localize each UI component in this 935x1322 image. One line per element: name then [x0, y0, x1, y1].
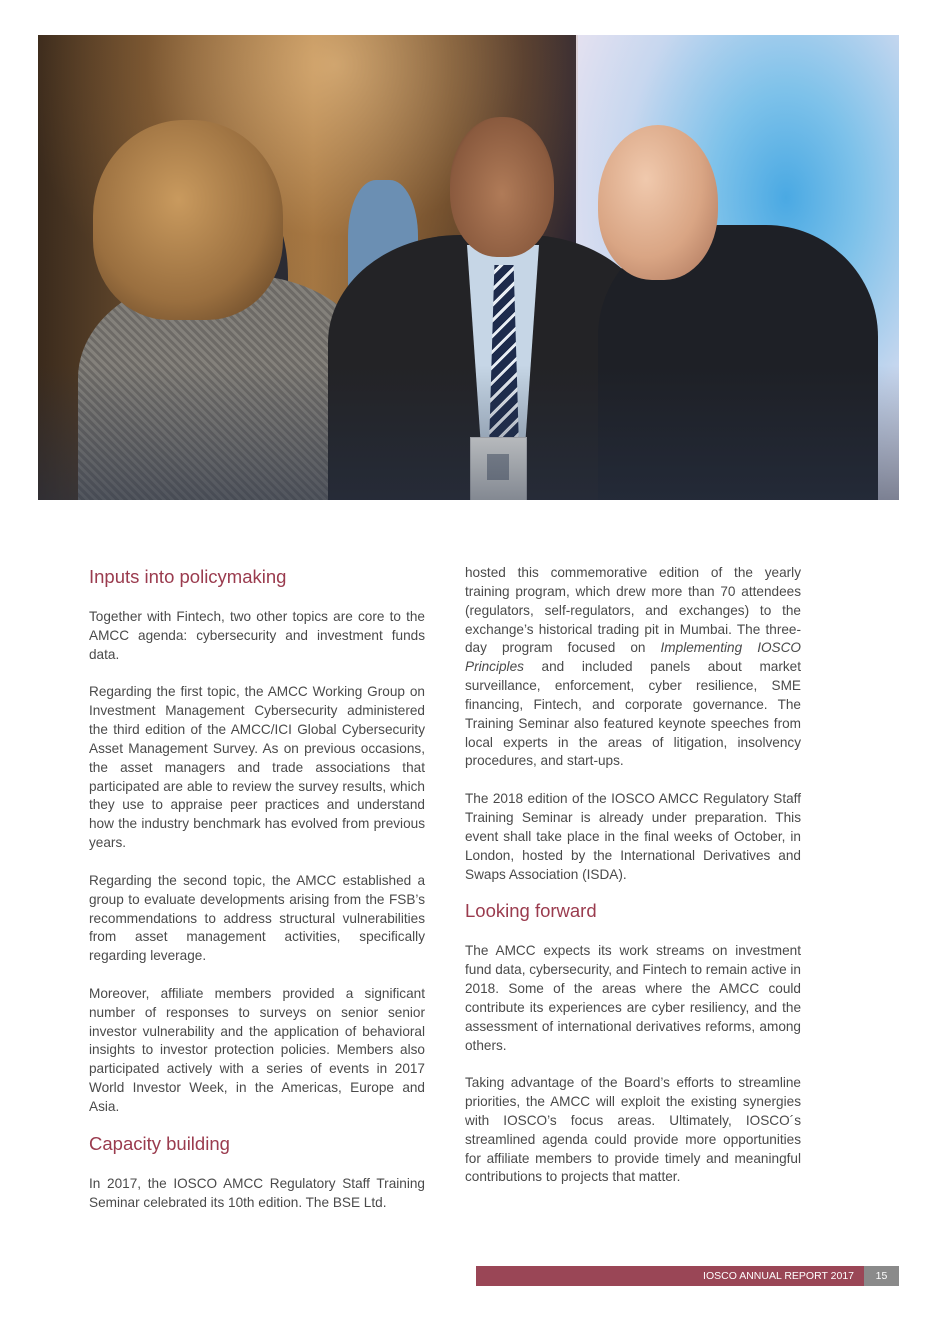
paragraph: In 2017, the IOSCO AMCC Regulatory Staff Training Seminar celebrated its 10th edition. The BSE Ltd. — [89, 1175, 425, 1210]
paragraph: The AMCC expects its work streams on investment fund data, cybersecurity, and Fintech to remain active in 2018. Some of the areas where the AMCC could contribute its experiences are cyber resiliency, and the assessment of international derivatives reforms, among others. — [465, 943, 801, 1053]
paragraph: The 2018 edition of the IOSCO AMCC Regulatory Staff Training Seminar is already under preparation. This event shall take place in the final weeks of October, in London, hosted by the International Derivatives and Swaps Association (ISDA). — [465, 791, 801, 882]
paragraph — [465, 564, 801, 771]
page-footer — [476, 1266, 899, 1286]
heading-looking-forward: Looking forward — [465, 900, 597, 922]
paragraph: Regarding the first topic, the AMCC Working Group on Investment Management Cybersecurity administered the third edition of the AMCC/ICI Global Cybersecurity Asset Management Survey. As on previous occasions, the asset managers and trade associations that participated are able to review the survey results, which they use to appraise peer practices and understand how the industry benchmark has evolved from previous years. — [89, 684, 425, 851]
paragraph: Taking advantage of the Board’s efforts to streamline priorities, the AMCC will exploit the existing synergies with IOSCO’s focus areas. Ultimately, IOSCO´s streamlined agenda could provide more opportunities for affiliate members to provide timely and meaningful contributions to projects that matter. — [465, 1075, 801, 1185]
right-column — [465, 564, 801, 1206]
left-column — [89, 564, 425, 1231]
floor-shadow — [38, 365, 899, 500]
text: and included panels about market surveillance, enforcement, cyber resilience, SME financing, Fintech, and corporate governance. The Training Seminar also featured keynote speeches from local experts in the areas of litigation, insolvency procedures, and start-ups. — [465, 659, 801, 769]
italic-title: Implementing IOSCO Principles — [465, 640, 802, 675]
heading-inputs-into-policymaking: Inputs into policymaking — [89, 566, 287, 587]
heading-capacity-building: Capacity building — [89, 1132, 230, 1154]
conference-photo — [38, 35, 899, 500]
page-number: 15 — [864, 1266, 899, 1286]
report-title: IOSCO ANNUAL REPORT 2017 — [476, 1266, 864, 1286]
text: hosted this commemorative edition of the yearly training program, which drew more than 70 attendees (regulators, self-regulators, and exchanges) to the exchange’s historical trading pit in Mumbai. The three-day program focused on — [465, 565, 801, 656]
paragraph: Regarding the second topic, the AMCC established a group to evaluate developments arising from the FSB’s recommendations to address structural vulnerabilities from asset management activities, specifically regarding leverage. — [89, 872, 425, 964]
paragraph: Moreover, affiliate members provided a significant number of responses to surveys on senior senior investor vulnerability and the application of behavioral insights to investor protection policies. Members also participated actively with a series of events in 2017 World Investor Week, in the Americas, Europe and Asia. — [89, 985, 425, 1114]
bald-attendee-head — [598, 125, 718, 280]
woman-attendee-hair — [93, 120, 283, 320]
paragraph: Together with Fintech, two other topics are core to the AMCC agenda: cybersecurity and investment funds data. — [89, 609, 425, 662]
man-attendee-head — [450, 117, 554, 257]
